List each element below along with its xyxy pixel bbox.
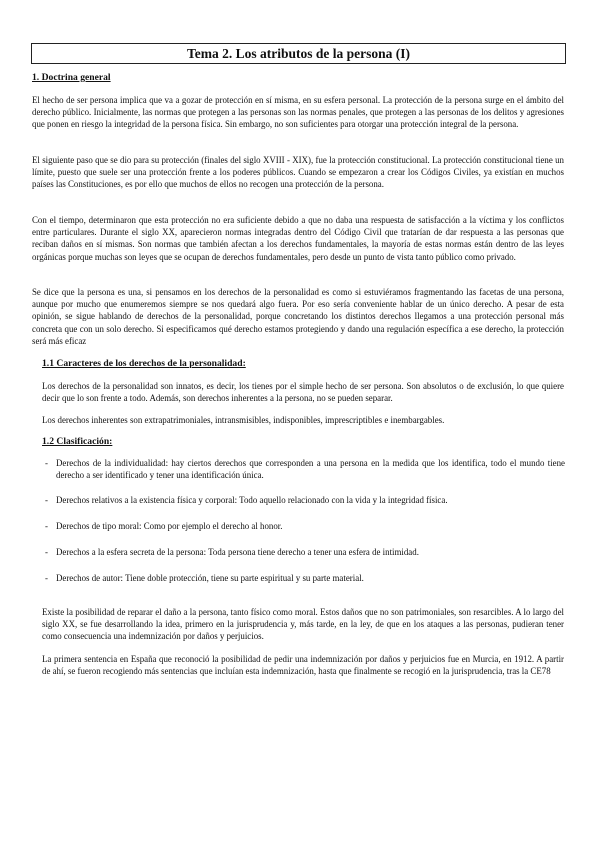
paragraph: El siguiente paso que se dio para su protección (finales del siglo XVIII - XIX), fue la protección constitucional. La protección constitucional tiene un límite, puesto que suele ser una protección frente a los poderes públicos. Cuando se empezaron a crear los Códigos Civiles, ya existían en muchos países las Constituciones, es por ello que muchos de ellos no recogen una protección de la persona. xyxy=(32,155,564,190)
paragraph: Se dice que la persona es una, si pensamos en los derechos de la personalidad es como si estuviéramos fragmentando las facetas de una persona, aunque por mucho que enumeremos siempre se nos quedará algo fuera. Por eso sería conveniente hablar de un único derecho. A pesar de esta opinión, se sigue hablando de derechos de la personalidad, porque concretando los distintos derechos llegamos a una protección personal más concreta que con un solo derecho. Si especificamos qué derecho estamos protegiendo y dando una regulación específica a ese derecho, la protección será más eficaz xyxy=(32,287,564,346)
section-heading-clasificacion: 1.2 Clasificación: xyxy=(42,436,113,447)
list-item-text: Derechos de tipo moral: Como por ejemplo el derecho al honor. xyxy=(56,521,283,531)
list-bullet: - xyxy=(45,495,48,505)
paragraph: El hecho de ser persona implica que va a gozar de protección en sí misma, en su esfera personal. La protección de la persona surge en el ámbito del derecho público. Inicialmente, las normas que protegen a las personas son las normas penales, que protegen a las personas de los delitos y agresiones que ponen en riesgo la integridad de la persona física. Sin embargo, no son suficientes para otorgar una protección integral de la persona. xyxy=(32,95,564,130)
section-heading-caracteres: 1.1 Caracteres de los derechos de la personalidad: xyxy=(42,358,246,369)
list-bullet: - xyxy=(45,573,48,583)
paragraph: La primera sentencia en España que reconoció la posibilidad de pedir una indemnización por daños y perjuicios fue en Murcia, en 1912. A partir de ahí, se fueron recogiendo más sentencias que incluían esta indemnización, hasta que finalmente se recogió en la jurisprudencia, tras la CE78 xyxy=(42,654,564,677)
list-item-text: Derechos de autor: Tiene doble protección, tiene su parte espiritual y su parte material. xyxy=(56,573,364,583)
list-bullet: - xyxy=(45,547,48,557)
list-item-text: Derechos a la esfera secreta de la persona: Toda persona tiene derecho a tener una esfera de intimidad. xyxy=(56,547,419,557)
list-bullet: - xyxy=(45,521,48,531)
section-heading-doctrina: 1. Doctrina general xyxy=(32,72,111,83)
list-item xyxy=(45,494,565,506)
list-item-text: Derechos de la individualidad: hay ciertos derechos que corresponden a una persona en la medida que los identifica, todo el mundo tiene derecho a ser identificado y tener una identificación única. xyxy=(56,458,565,481)
list-item xyxy=(45,457,565,481)
paragraph: Con el tiempo, determinaron que esta protección no era suficiente debido a que no daba una respuesta de satisfacción a la víctima y los conflictos entre particulares. Durante el siglo XX, aparecieron normas integradas dentro del Código Civil que tratarían de dar respuesta a las personas que reciban daños en sí mismas. Son normas que también afectan a los derechos fundamentales, la mayoría de estas normas están dentro de las leyes orgánicas porque muchas son leyes que se ocupan de derechos fundamentales, pero desde un punto de vista tanto público como privado. xyxy=(32,215,564,262)
list-item xyxy=(45,546,565,558)
list-item-text: Derechos relativos a la existencia física y corporal: Todo aquello relacionado con la vida y la integridad física. xyxy=(56,495,448,505)
page-title: Tema 2. Los atributos de la persona (I) xyxy=(31,43,566,64)
paragraph: Existe la posibilidad de reparar el daño a la persona, tanto físico como moral. Estos daños que no son patrimoniales, son resarcibles. A lo largo del siglo XX, se fue desarrollando la idea, primero en la jurisprudencia y, más tarde, en la ley, de que en los ataques a las personas, pudieran tener como consecuencia una indemnización por daños y perjuicios. xyxy=(42,607,564,642)
paragraph: Los derechos inherentes son extrapatrimoniales, intransmisibles, indisponibles, imprescriptibles e inembargables. xyxy=(42,415,445,425)
list-item xyxy=(45,520,565,532)
list-item xyxy=(45,572,565,584)
paragraph: Los derechos de la personalidad son innatos, es decir, los tienes por el simple hecho de ser persona. Son absolutos o de exclusión, lo que quiere decir que lo son frente a todo. Además, son derechos inherentes a la persona, no se pueden separar. xyxy=(42,381,564,404)
list-bullet: - xyxy=(45,458,48,468)
